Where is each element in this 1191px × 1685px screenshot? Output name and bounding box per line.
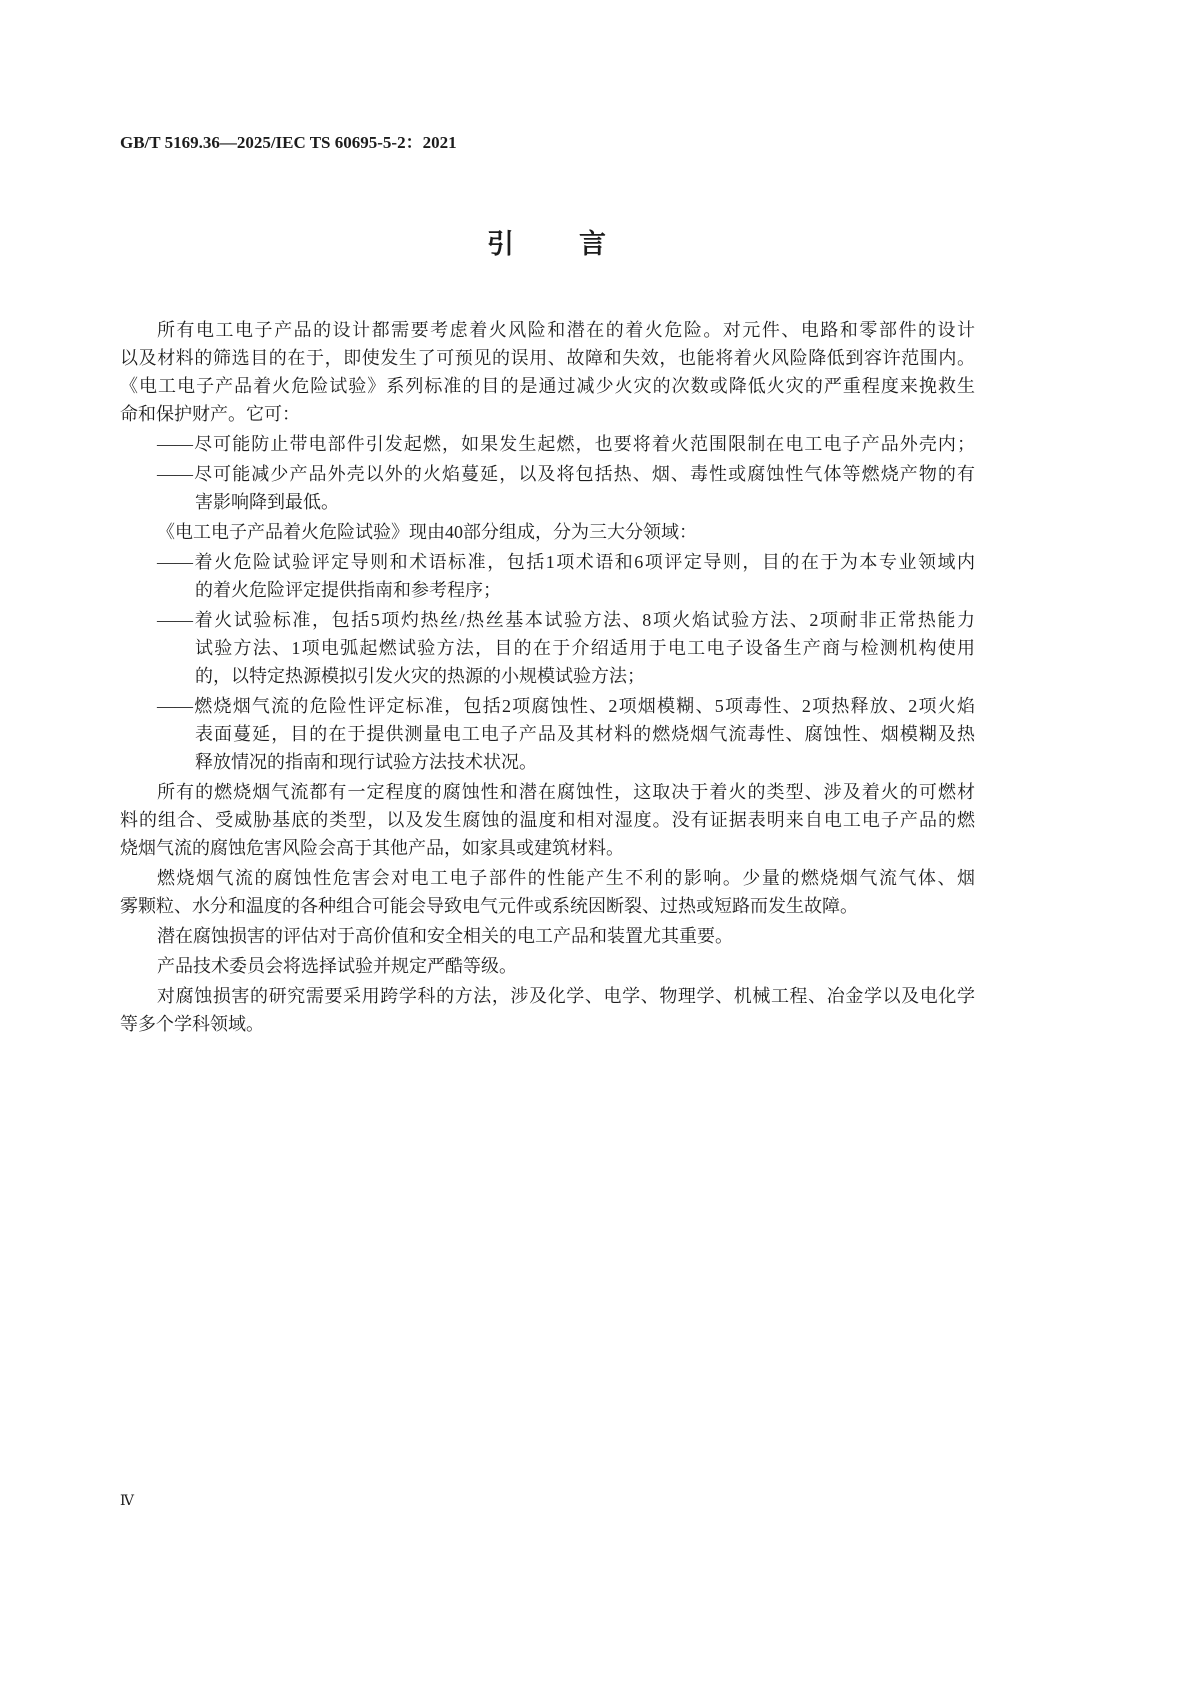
- body-text: [120, 316, 975, 1038]
- text-line: 燃烧烟气流的腐蚀性危害会对电工电子部件的性能产生不利的影响。少量的燃烧烟气流气体、烟: [157, 868, 975, 888]
- text-line: 试验方法、1项电弧起燃试验方法，目的在于介绍适用于电工电子设备生产商与检测机构使用: [195, 638, 975, 658]
- text-line: 《电工电子产品着火危险试验》系列标准的目的是通过减少火灾的次数或降低火灾的严重程度来挽救生: [120, 376, 975, 396]
- paragraph: [120, 982, 975, 1038]
- paragraph: [120, 778, 975, 862]
- page-title: 引 言: [487, 229, 625, 260]
- text-line: ——着火试验标准，包括5项灼热丝/热丝基本试验方法、8项火焰试验方法、2项耐非正常热能力: [157, 610, 975, 630]
- paragraph: [120, 864, 975, 920]
- text-line: 烧烟气流的腐蚀危害风险会高于其他产品，如家具或建筑材料。: [120, 838, 624, 858]
- paragraph: [120, 952, 975, 980]
- text-line: 表面蔓延，目的在于提供测量电工电子产品及其材料的燃烧烟气流毒性、腐蚀性、烟模糊及热: [195, 724, 975, 744]
- page-number: Ⅳ: [120, 1494, 134, 1509]
- text-line: 的，以特定热源模拟引发火灾的热源的小规模试验方法；: [195, 666, 645, 686]
- text-line: 命和保护财产。它可：: [120, 404, 300, 424]
- paragraph: [120, 922, 975, 950]
- text-line: 以及材料的筛选目的在于，即使发生了可预见的误用、故障和失效，也能将着火风险降低到容许范围内。: [120, 348, 975, 368]
- text-line: 所有的燃烧烟气流都有一定程度的腐蚀性和潜在腐蚀性，这取决于着火的类型、涉及着火的可燃材: [157, 782, 975, 802]
- text-line: ——尽可能减少产品外壳以外的火焰蔓延，以及将包括热、烟、毒性或腐蚀性气体等燃烧产物的有: [157, 464, 975, 484]
- text-line: 潜在腐蚀损害的评估对于高价值和安全相关的电工产品和装置尤其重要。: [157, 926, 733, 946]
- text-line: ——燃烧烟气流的危险性评定标准，包括2项腐蚀性、2项烟模糊、5项毒性、2项热释放、2项火焰: [157, 696, 975, 716]
- text-line: ——着火危险试验评定导则和术语标准，包括1项术语和6项评定导则，目的在于为本专业领域内: [157, 552, 975, 572]
- text-line: 的着火危险评定提供指南和参考程序；: [195, 580, 501, 600]
- text-line: 所有电工电子产品的设计都需要考虑着火风险和潜在的着火危险。对元件、电路和零部件的设计: [157, 320, 975, 340]
- text-line: 《电工电子产品着火危险试验》现由40部分组成，分为三大分领域：: [157, 522, 697, 542]
- list-item: [120, 692, 975, 776]
- text-line: 雾颗粒、水分和温度的各种组合可能会导致电气元件或系统因断裂、过热或短路而发生故障。: [120, 896, 858, 916]
- text-line: 产品技术委员会将选择试验并规定严酷等级。: [157, 956, 517, 976]
- text-line: ——尽可能防止带电部件引发起燃，如果发生起燃，也要将着火范围限制在电工电子产品外壳内；: [157, 434, 975, 454]
- text-line: 释放情况的指南和现行试验方法技术状况。: [195, 752, 537, 772]
- list-item: [120, 548, 975, 604]
- paragraph: [120, 518, 975, 546]
- paragraph: [120, 316, 975, 428]
- list-item: [120, 430, 975, 458]
- standard-number-header: GB/T 5169.36—2025/IEC TS 60695-5-2：2021: [120, 133, 457, 152]
- text-line: 料的组合、受威胁基底的类型，以及发生腐蚀的温度和相对湿度。没有证据表明来自电工电子产品的燃: [120, 810, 975, 830]
- text-line: 害影响降到最低。: [195, 492, 339, 512]
- text-line: 对腐蚀损害的研究需要采用跨学科的方法，涉及化学、电学、物理学、机械工程、冶金学以及电化学: [157, 986, 975, 1006]
- text-line: 等多个学科领域。: [120, 1014, 264, 1034]
- list-item: [120, 606, 975, 690]
- list-item: [120, 460, 975, 516]
